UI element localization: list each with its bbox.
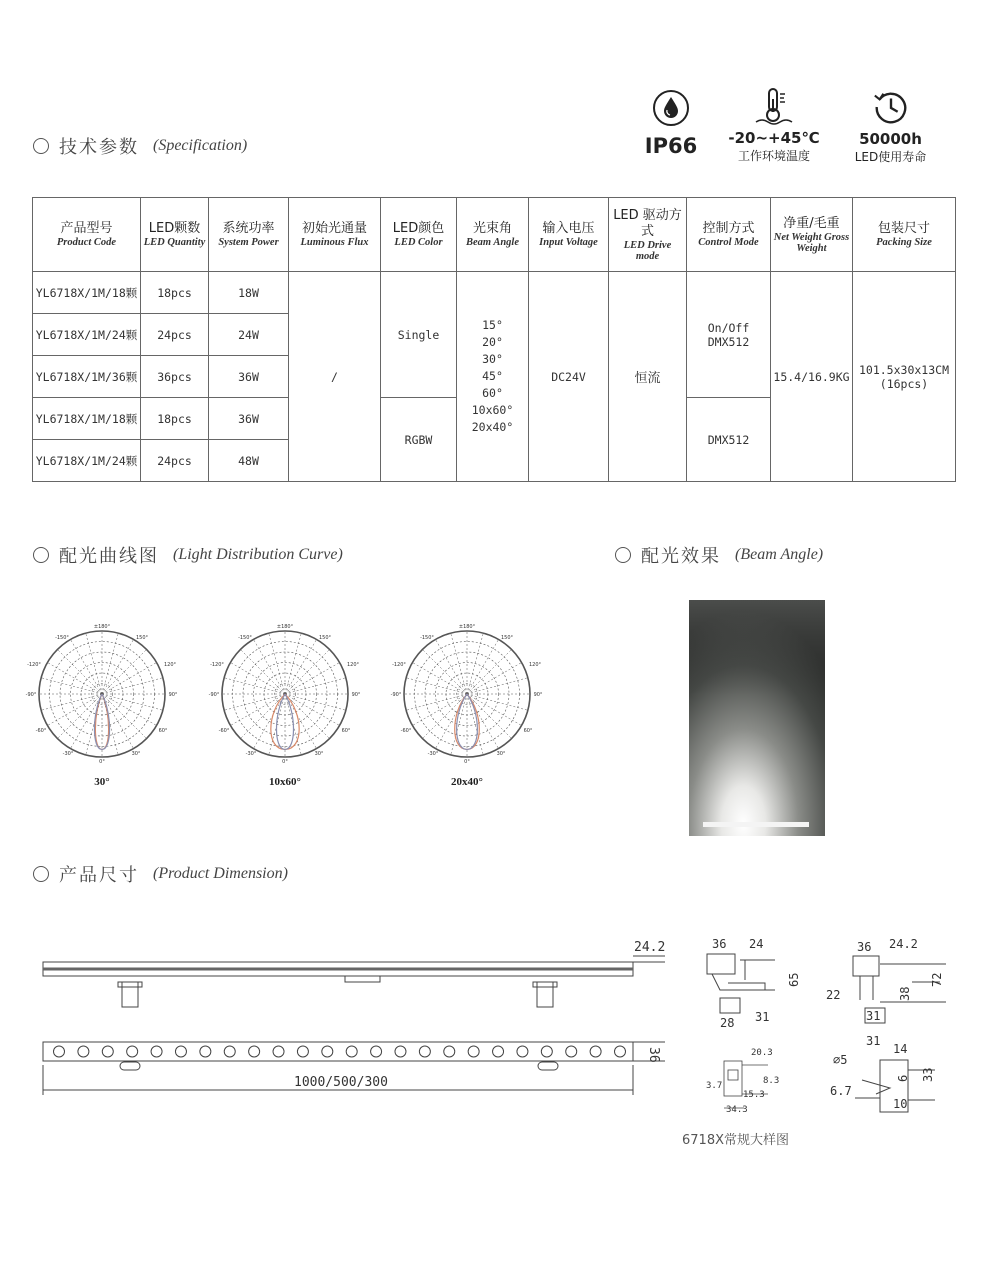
polar-chart (22, 614, 182, 784)
side-view-drawing (43, 956, 665, 1007)
dim-v2-h1: 72 (930, 972, 944, 987)
spec-section-title: 技术参数 (Specification) (33, 133, 247, 159)
cell-qty: 36pcs (141, 356, 209, 398)
spec-table (32, 197, 956, 482)
dim-v1-b1: 28 (720, 1016, 735, 1030)
led-dot (590, 1046, 601, 1057)
header-weight: 净重/毛重 Net Weight Gross Weight (771, 198, 853, 272)
led-dot-row (54, 1046, 626, 1057)
header-luminous-flux: 初始光通量 Luminous Flux (289, 198, 381, 272)
polar-chart-label: 10x60° (269, 776, 301, 788)
cell-packing: 101.5x30x13CM (16pcs) (853, 272, 956, 482)
svg-text:±180°: ±180° (458, 624, 476, 630)
svg-text:30°: 30° (131, 751, 141, 757)
led-dot (395, 1046, 406, 1057)
svg-text:30°: 30° (496, 751, 506, 757)
cell-code: YL6718X/1M/24颗 (33, 314, 141, 356)
temperature-badge: -20~+45℃ 工作环境温度 (724, 85, 824, 164)
section-view-1 (707, 954, 775, 1013)
svg-text:±180°: ±180° (93, 624, 111, 630)
circle-bullet-icon (33, 138, 49, 154)
svg-text:-90°: -90° (390, 692, 402, 698)
cell-code: YL6718X/1M/36颗 (33, 356, 141, 398)
svg-text:120°: 120° (528, 662, 542, 668)
svg-text:60°: 60° (341, 728, 351, 734)
svg-text:-150°: -150° (238, 635, 252, 641)
dim-v2-h2: 38 (898, 986, 912, 1001)
dim-v3-a: 20.3 (751, 1048, 773, 1058)
section-view-3 (724, 1061, 768, 1108)
led-dot (493, 1046, 504, 1057)
dim-v2-w1: 36 (857, 940, 872, 954)
svg-text:0°: 0° (99, 759, 105, 765)
dim-v3-d: 15.3 (743, 1090, 765, 1100)
svg-text:120°: 120° (163, 662, 177, 668)
dimension-section-title: 产品尺寸 (Product Dimension) (33, 861, 288, 887)
led-dot (127, 1046, 138, 1057)
svg-text:-30°: -30° (62, 751, 74, 757)
svg-text:-120°: -120° (392, 662, 406, 668)
dim-v3-e: 34.3 (726, 1105, 748, 1115)
cell-qty: 18pcs (141, 272, 209, 314)
led-dot (175, 1046, 186, 1057)
cell-beam-angles: 15° 20° 30° 45° 60° 10x60° 20x40° (457, 272, 529, 482)
circle-bullet-icon (33, 547, 49, 563)
cell-color-rgbw: RGBW (381, 398, 457, 482)
led-dot (517, 1046, 528, 1057)
svg-text:-60°: -60° (35, 728, 47, 734)
svg-text:90°: 90° (351, 692, 361, 698)
cell-weight: 15.4/16.9KG (771, 272, 853, 482)
polar-chart (387, 614, 547, 784)
dim-v3-b: 8.3 (763, 1076, 780, 1086)
dim-v4-g: 10 (893, 1097, 908, 1111)
cell-power: 36W (209, 398, 289, 440)
cell-control-rgbw: DMX512 (687, 398, 771, 482)
header-control-mode: 控制方式 Control Mode (687, 198, 771, 272)
dim-v3-c: 3.7 (706, 1081, 723, 1091)
svg-text:60°: 60° (523, 728, 533, 734)
svg-text:150°: 150° (135, 635, 149, 641)
led-dot (419, 1046, 430, 1057)
led-dot (566, 1046, 577, 1057)
cell-qty: 24pcs (141, 440, 209, 482)
thermometer-icon (754, 85, 794, 125)
dim-v4-f: 6.7 (830, 1084, 852, 1098)
led-fixture-bar (703, 822, 809, 827)
header-product-code: 产品型号 Product Code (33, 198, 141, 272)
circle-bullet-icon (33, 866, 49, 882)
dim-v4-c: ∅5 (833, 1053, 848, 1067)
svg-text:-120°: -120° (210, 662, 224, 668)
dim-length: 1000/500/300 (294, 1075, 388, 1090)
cell-code: YL6718X/1M/18颗 (33, 272, 141, 314)
svg-text:120°: 120° (346, 662, 360, 668)
dim-v1-h: 65 (787, 972, 801, 987)
led-dot (322, 1046, 333, 1057)
cell-power: 48W (209, 440, 289, 482)
table-header-row (33, 198, 956, 272)
led-dot (78, 1046, 89, 1057)
led-dot (224, 1046, 235, 1057)
curve-section-title: 配光曲线图 (Light Distribution Curve) (33, 542, 343, 568)
svg-text:-90°: -90° (25, 692, 37, 698)
led-dot (54, 1046, 65, 1057)
led-dot (249, 1046, 260, 1057)
dim-side-height: 24.2 (634, 940, 666, 955)
header-system-power: 系统功率 System Power (209, 198, 289, 272)
svg-text:90°: 90° (168, 692, 178, 698)
cell-power: 18W (209, 272, 289, 314)
led-dot (615, 1046, 626, 1057)
dim-front-height: 36 (646, 1047, 661, 1063)
polar-chart (205, 614, 365, 784)
svg-text:±180°: ±180° (276, 624, 294, 630)
cell-drive: 恒流 (609, 272, 687, 482)
circle-bullet-icon (615, 547, 631, 563)
polar-chart-label: 30° (94, 776, 110, 788)
dim-v4-e: 33 (921, 1067, 935, 1082)
cell-flux: / (289, 272, 381, 482)
dim-v2-b: 31 (866, 1009, 881, 1023)
led-dot (346, 1046, 357, 1057)
header-packing-size: 包装尺寸 Packing Size (853, 198, 956, 272)
svg-text:-90°: -90° (208, 692, 220, 698)
led-dot (541, 1046, 552, 1057)
header-input-voltage: 输入电压 Input Voltage (529, 198, 609, 272)
svg-text:-150°: -150° (55, 635, 69, 641)
cell-color-single: Single (381, 272, 457, 398)
dimension-drawings (0, 920, 1000, 1150)
polar-chart-label: 20x40° (451, 776, 483, 788)
cell-code: YL6718X/1M/24颗 (33, 440, 141, 482)
dim-v1-w1: 36 (712, 937, 727, 951)
svg-text:150°: 150° (318, 635, 332, 641)
cell-code: YL6718X/1M/18颗 (33, 398, 141, 440)
svg-text:-30°: -30° (427, 751, 439, 757)
cell-power: 36W (209, 356, 289, 398)
dim-v1-w2: 24 (749, 937, 764, 951)
dim-v2-w2: 24.2 (889, 937, 918, 951)
ip66-badge: IP66 (636, 88, 706, 158)
svg-text:-30°: -30° (245, 751, 257, 757)
svg-text:-60°: -60° (400, 728, 412, 734)
dim-v1-b2: 31 (755, 1010, 770, 1024)
led-dot (371, 1046, 382, 1057)
svg-text:30°: 30° (314, 751, 324, 757)
header-led-quantity: LED颗数 LED Quantity (141, 198, 209, 272)
svg-text:90°: 90° (533, 692, 543, 698)
beam-section-title: 配光效果 (Beam Angle) (615, 542, 823, 568)
svg-text:0°: 0° (282, 759, 288, 765)
header-drive-mode: LED 驱动方式 LED Drive mode (609, 198, 687, 272)
water-drop-icon (651, 88, 691, 128)
led-dot (102, 1046, 113, 1057)
led-dot (297, 1046, 308, 1057)
dimension-caption: 6718X常规大样图 (682, 1133, 789, 1148)
dim-v4-d: 6 (896, 1074, 910, 1082)
dim-v4-b: 14 (893, 1042, 908, 1056)
svg-text:60°: 60° (158, 728, 168, 734)
cell-power: 24W (209, 314, 289, 356)
clock-icon (872, 88, 910, 126)
cell-control-single: On/Off DMX512 (687, 272, 771, 398)
svg-text:-120°: -120° (27, 662, 41, 668)
led-dot (273, 1046, 284, 1057)
svg-text:0°: 0° (464, 759, 470, 765)
svg-text:-150°: -150° (420, 635, 434, 641)
led-dot (468, 1046, 479, 1057)
led-dot (151, 1046, 162, 1057)
led-dot (444, 1046, 455, 1057)
svg-text:-60°: -60° (218, 728, 230, 734)
cell-voltage: DC24V (529, 272, 609, 482)
dim-v4-a: 31 (866, 1034, 881, 1048)
cell-qty: 24pcs (141, 314, 209, 356)
led-dot (200, 1046, 211, 1057)
header-led-color: LED颜色 LED Color (381, 198, 457, 272)
beam-effect-photo (689, 600, 825, 836)
header-beam-angle: 光束角 Beam Angle (457, 198, 529, 272)
svg-text:150°: 150° (500, 635, 514, 641)
dim-v2-l: 22 (826, 988, 841, 1002)
cell-qty: 18pcs (141, 398, 209, 440)
table-row (33, 272, 956, 314)
lifetime-badge: 50000h LED使用寿命 (843, 88, 938, 165)
